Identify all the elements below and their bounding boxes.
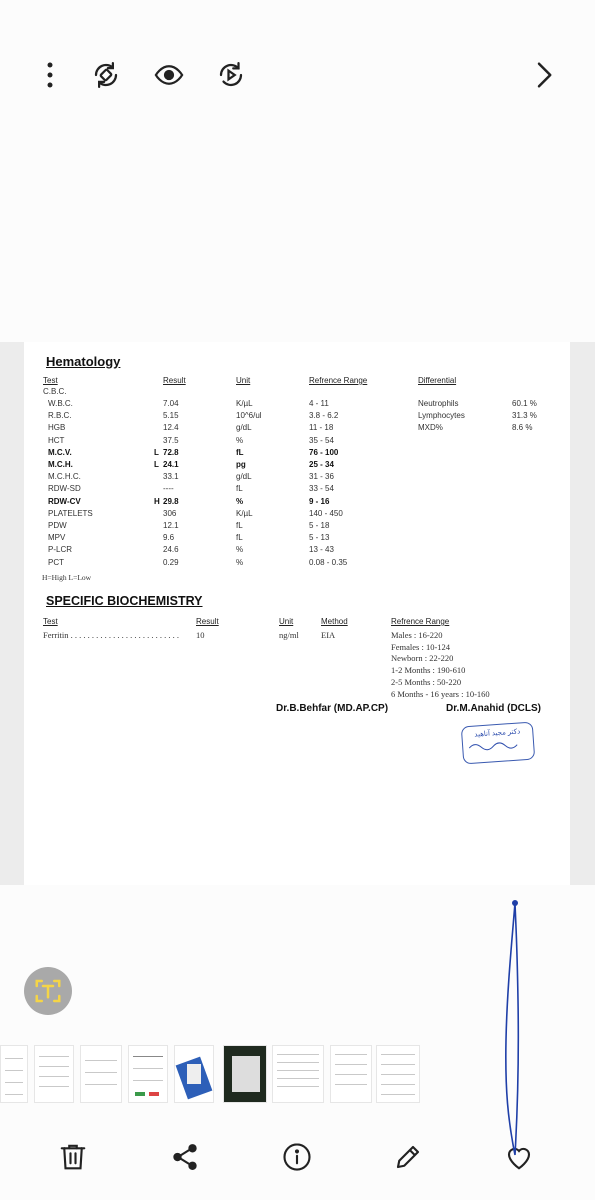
text-extract-icon bbox=[33, 976, 63, 1006]
hema-range: 13 - 43 bbox=[309, 545, 334, 555]
hema-result: 24.1 bbox=[163, 460, 179, 469]
hema-result: 37.5 bbox=[163, 435, 179, 445]
hema-test: R.B.C. bbox=[48, 411, 72, 421]
hema-result: 7.04 bbox=[163, 399, 179, 408]
hema-unit: % bbox=[236, 557, 244, 567]
bio-test-header: Test bbox=[43, 617, 58, 626]
ferritin-range-line: Males : 16-220 bbox=[391, 630, 443, 640]
hematology-title: Hematology bbox=[46, 354, 121, 369]
thumbnail[interactable] bbox=[330, 1045, 372, 1103]
thumbnail[interactable] bbox=[80, 1045, 122, 1103]
ferritin-range-line: 1-2 Months : 190-610 bbox=[391, 665, 466, 676]
hema-range: 9 - 16 bbox=[309, 496, 330, 506]
more-vertical-icon bbox=[35, 60, 65, 90]
edit-icon bbox=[393, 1142, 423, 1172]
hema-range: 5 - 13 bbox=[309, 533, 330, 543]
hema-test: PDW bbox=[48, 521, 67, 530]
signature-right: Dr.M.Anahid (DCLS) bbox=[446, 703, 541, 714]
favorite-button[interactable] bbox=[497, 1135, 541, 1179]
hema-unit: % bbox=[236, 496, 244, 506]
hema-unit: % bbox=[236, 435, 244, 445]
col-range-header: Refrence Range bbox=[309, 376, 368, 385]
hema-test: HGB bbox=[48, 423, 66, 433]
share-icon bbox=[170, 1142, 200, 1172]
differential-name: Lymphocytes bbox=[418, 411, 465, 421]
hema-test: M.C.H. bbox=[48, 460, 73, 469]
hema-result: 5.15 bbox=[163, 411, 179, 421]
eye-icon bbox=[154, 60, 184, 90]
hema-test: HCT bbox=[48, 435, 65, 445]
hema-test: RDW-SD bbox=[48, 484, 81, 494]
delete-button[interactable] bbox=[51, 1135, 95, 1179]
col-differential-header: Differential bbox=[418, 376, 457, 385]
hema-unit: g/dL bbox=[236, 423, 252, 433]
hema-unit: K/µL bbox=[236, 508, 253, 518]
hema-unit: fL bbox=[236, 447, 244, 457]
chevron-right-icon bbox=[529, 60, 559, 90]
hema-range: 4 - 11 bbox=[309, 399, 329, 408]
top-toolbar bbox=[0, 0, 595, 150]
signature-left: Dr.B.Behfar (MD.AP.CP) bbox=[276, 703, 389, 714]
image-viewer[interactable] bbox=[0, 342, 595, 885]
remaster-icon bbox=[216, 60, 246, 90]
hema-range: 11 - 18 bbox=[309, 423, 334, 433]
thumbnail[interactable] bbox=[272, 1045, 324, 1103]
hema-unit: % bbox=[236, 545, 244, 555]
hema-unit: fL bbox=[236, 533, 243, 543]
differential-value: 31.3 % bbox=[512, 411, 537, 421]
thumbnail[interactable] bbox=[174, 1045, 214, 1103]
bio-range-header: Refrence Range bbox=[391, 617, 450, 626]
hema-result: ---- bbox=[163, 484, 174, 494]
hema-result: 12.4 bbox=[163, 423, 179, 433]
hema-unit: g/dL bbox=[236, 472, 252, 482]
hema-result: 306 bbox=[163, 508, 177, 518]
ferritin-test: Ferritin . . . . . . . . . . . . . . . . . . . . . . . . . . bbox=[43, 630, 179, 640]
ferritin-range-line: 2-5 Months : 50-220 bbox=[391, 676, 462, 687]
hema-range: 3.8 - 6.2 bbox=[309, 411, 339, 421]
doctor-stamp bbox=[461, 722, 535, 765]
rotate-button[interactable] bbox=[86, 55, 126, 95]
flag-legend: H=High L=Low bbox=[42, 573, 92, 582]
hema-test: RDW-CV bbox=[48, 496, 81, 506]
hema-unit: 10^6/ul bbox=[236, 411, 262, 421]
hema-result: 72.8 bbox=[163, 447, 179, 457]
hema-result: 9.6 bbox=[163, 533, 175, 543]
ferritin-result: 10 bbox=[196, 630, 205, 640]
hema-flag: H bbox=[154, 496, 160, 506]
hema-test: W.B.C. bbox=[48, 399, 73, 408]
ferritin-unit: ng/ml bbox=[279, 630, 299, 640]
remaster-button[interactable] bbox=[211, 55, 251, 95]
ferritin-range-line: Newborn : 22-220 bbox=[391, 653, 454, 664]
hema-flag: L bbox=[154, 447, 159, 457]
differential-name: MXD% bbox=[418, 423, 443, 433]
differential-value: 8.6 % bbox=[512, 423, 533, 433]
hema-result: 0.29 bbox=[163, 557, 179, 567]
heart-icon bbox=[504, 1142, 534, 1172]
next-button[interactable] bbox=[524, 55, 564, 95]
hema-unit: pg bbox=[236, 460, 246, 469]
view-button[interactable] bbox=[149, 55, 189, 95]
info-icon bbox=[282, 1142, 312, 1172]
differential-value: 60.1 % bbox=[512, 399, 537, 408]
hema-unit: K/µL bbox=[236, 399, 253, 408]
text-extract-button[interactable] bbox=[24, 967, 72, 1015]
hema-test: M.C.V. bbox=[48, 447, 72, 457]
stamp-text: دکتر مجید آناهید bbox=[474, 728, 521, 739]
hema-test: PLATELETS bbox=[48, 508, 93, 518]
hema-range: 140 - 450 bbox=[309, 508, 343, 518]
hema-result: 33.1 bbox=[163, 472, 179, 482]
hema-range: 0.08 - 0.35 bbox=[309, 557, 348, 567]
ferritin-method: EIA bbox=[321, 630, 336, 640]
hema-range: 31 - 36 bbox=[309, 472, 334, 482]
hema-range: 76 - 100 bbox=[309, 447, 339, 457]
biochem-title: SPECIFIC BIOCHEMISTRY bbox=[46, 594, 203, 608]
bio-unit-header: Unit bbox=[279, 617, 294, 626]
col-result-header: Result bbox=[163, 376, 186, 385]
lab-report-page bbox=[24, 342, 570, 885]
bio-result-header: Result bbox=[196, 617, 219, 626]
hema-test: MPV bbox=[48, 533, 66, 543]
hema-flag: L bbox=[154, 460, 159, 469]
rotate-icon bbox=[91, 60, 121, 90]
hema-range: 5 - 18 bbox=[309, 521, 330, 530]
col-test-header: Test bbox=[43, 376, 58, 385]
thumbnail[interactable] bbox=[0, 1045, 28, 1103]
hema-test: M.C.H.C. bbox=[48, 472, 81, 482]
cbc-group-label: C.B.C. bbox=[43, 387, 67, 396]
details-button[interactable] bbox=[275, 1135, 319, 1179]
thumbnail[interactable] bbox=[128, 1045, 168, 1103]
hema-result: 29.8 bbox=[163, 496, 179, 506]
hema-result: 12.1 bbox=[163, 521, 179, 530]
hema-range: 35 - 54 bbox=[309, 435, 334, 445]
hema-unit: fL bbox=[236, 521, 243, 530]
bio-method-header: Method bbox=[321, 617, 348, 626]
hema-test: PCT bbox=[48, 557, 64, 567]
hema-unit: fL bbox=[236, 484, 243, 494]
bottom-toolbar bbox=[0, 1130, 595, 1185]
hema-range: 33 - 54 bbox=[309, 484, 334, 494]
trash-icon bbox=[58, 1142, 88, 1172]
col-unit-header: Unit bbox=[236, 376, 251, 385]
share-button[interactable] bbox=[163, 1135, 207, 1179]
edit-button[interactable] bbox=[386, 1135, 430, 1179]
thumbnail[interactable] bbox=[34, 1045, 74, 1103]
thumbnail[interactable] bbox=[376, 1045, 420, 1103]
differential-name: Neutrophils bbox=[418, 399, 459, 408]
hema-range: 25 - 34 bbox=[309, 460, 334, 469]
thumbnail-strip[interactable] bbox=[0, 1045, 595, 1105]
hema-test: P-LCR bbox=[48, 545, 73, 555]
more-options-button[interactable] bbox=[30, 55, 70, 95]
ferritin-range-line: 6 Months - 16 years : 10-160 bbox=[391, 688, 490, 699]
ferritin-range-line: Females : 10-124 bbox=[391, 641, 451, 652]
hema-result: 24.6 bbox=[163, 545, 179, 555]
thumbnail[interactable] bbox=[223, 1045, 267, 1103]
